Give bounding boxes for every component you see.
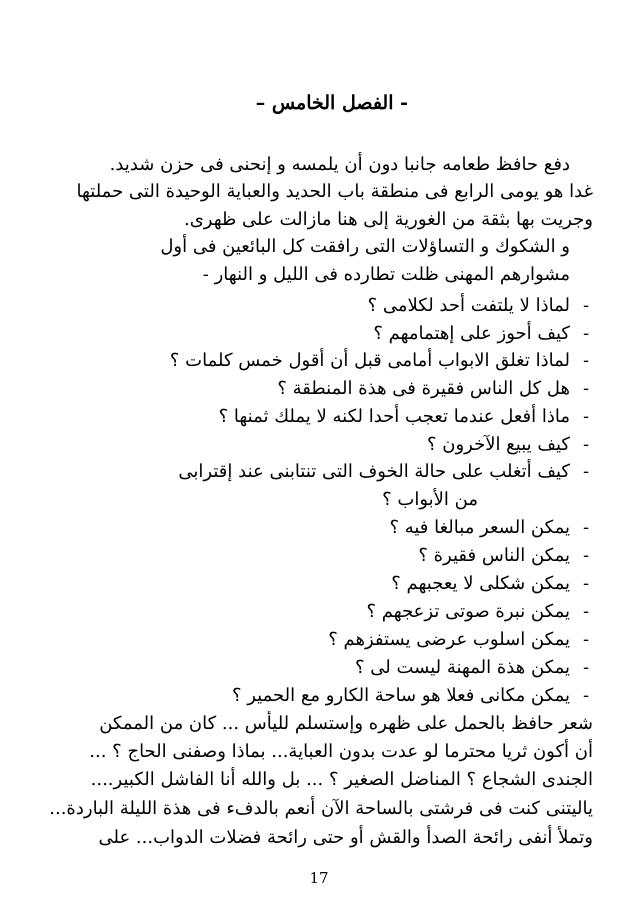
bullet-line: لماذا لا يلتفت أحد لكلامى ؟: [367, 295, 570, 316]
bullet-dash: -: [582, 629, 590, 650]
bullet-dash: -: [582, 573, 590, 594]
bullet-line: كيف أتغلب على حالة الخوف التى تنتابنى عند إقترابى: [178, 461, 570, 482]
page-number: 17: [309, 869, 329, 887]
paragraph-line: شعر حافظ بالحمل على ظهره وإستسلم لليأس ... كان من الممكن: [99, 713, 593, 734]
bullet-line: لماذا تغلق الابواب أمامى قبل أن أقول خمس كلمات ؟: [169, 350, 570, 371]
bullet-line: هل كل الناس فقيرة فى هذة المنطقة ؟: [277, 378, 570, 399]
paragraph-line: دفع حافظ طعامه جانبا دون أن يلمسه و إنحنى فى حزن شديد.: [109, 154, 570, 175]
paragraph-line: وتملأ أنفى رائحة الصدأ والقش أو حتى رائحة فضلات الدواب... على: [98, 827, 593, 848]
bullet-line: كيف أحوز على إهتمامهم ؟: [373, 323, 570, 344]
bullet-dash: -: [582, 601, 590, 622]
bullet-dash: -: [582, 685, 590, 706]
bullet-line: يمكن السعر مبالغا فيه ؟: [389, 517, 570, 538]
paragraph-line: وجريت بها بثقة من الغورية إلى هنا مازالت على ظهرى.: [183, 209, 593, 230]
paragraph-line: غدا هو يومى الرابع فى منطقة باب الحديد والعباية الوحيدة التى حملتها: [76, 181, 593, 202]
bullet-line: يمكن اسلوب عرضى يستفزهم ؟: [328, 629, 570, 650]
bullet-dash: -: [582, 461, 590, 482]
bullet-dash: -: [582, 517, 590, 538]
bullet-dash: -: [582, 378, 590, 399]
chapter-heading: - الفصل الخامس –: [255, 92, 408, 114]
bullet-dash: -: [582, 545, 590, 566]
bullet-dash: -: [582, 434, 590, 455]
bullet-dash: -: [582, 350, 590, 371]
bullet-line: يمكن مكانى فعلا هو ساحة الكارو مع الحمير ؟: [231, 685, 570, 706]
paragraph-line: و الشكوك و التساؤلات التى رافقت كل البائعين فى أول: [160, 236, 570, 257]
bullet-line: يمكن هذة المهنة ليست لى ؟: [355, 657, 570, 678]
bullet-line: يمكن الناس فقيرة ؟: [418, 545, 570, 566]
bullet-line: يمكن نبرة صوتى تزعجهم ؟: [366, 601, 570, 622]
bullet-continuation: من الأبواب ؟: [382, 489, 478, 510]
bullet-line: كيف يبيع الآخرون ؟: [426, 434, 570, 455]
bullet-line: يمكن شكلى لا يعجبهم ؟: [391, 573, 570, 594]
paragraph-line: الجندى الشجاع ؟ المناضل الصغير ؟ ... بل والله أنا الفاشل الكبير....: [90, 769, 593, 790]
bullet-dash: -: [582, 295, 590, 316]
bullet-dash: -: [582, 406, 590, 427]
bullet-line: ماذا أفعل عندما تعجب أحدا لكنه لا يملك ثمنها ؟: [218, 406, 570, 427]
bullet-dash: -: [582, 323, 590, 344]
paragraph-line: ياليتنى كنت فى فرشتى بالساحة الآن أنعم بالدفء فى هذة الليلة الباردة...: [49, 798, 593, 819]
paragraph-line: مشوارهم المهنى ظلت تطارده فى الليل و النهار -: [202, 264, 570, 285]
bullet-dash: -: [582, 657, 590, 678]
paragraph-line: أن أكون ثريا محترما لو عدت بدون العباية... بماذا وصفنى الحاج ؟ ...: [89, 741, 593, 762]
